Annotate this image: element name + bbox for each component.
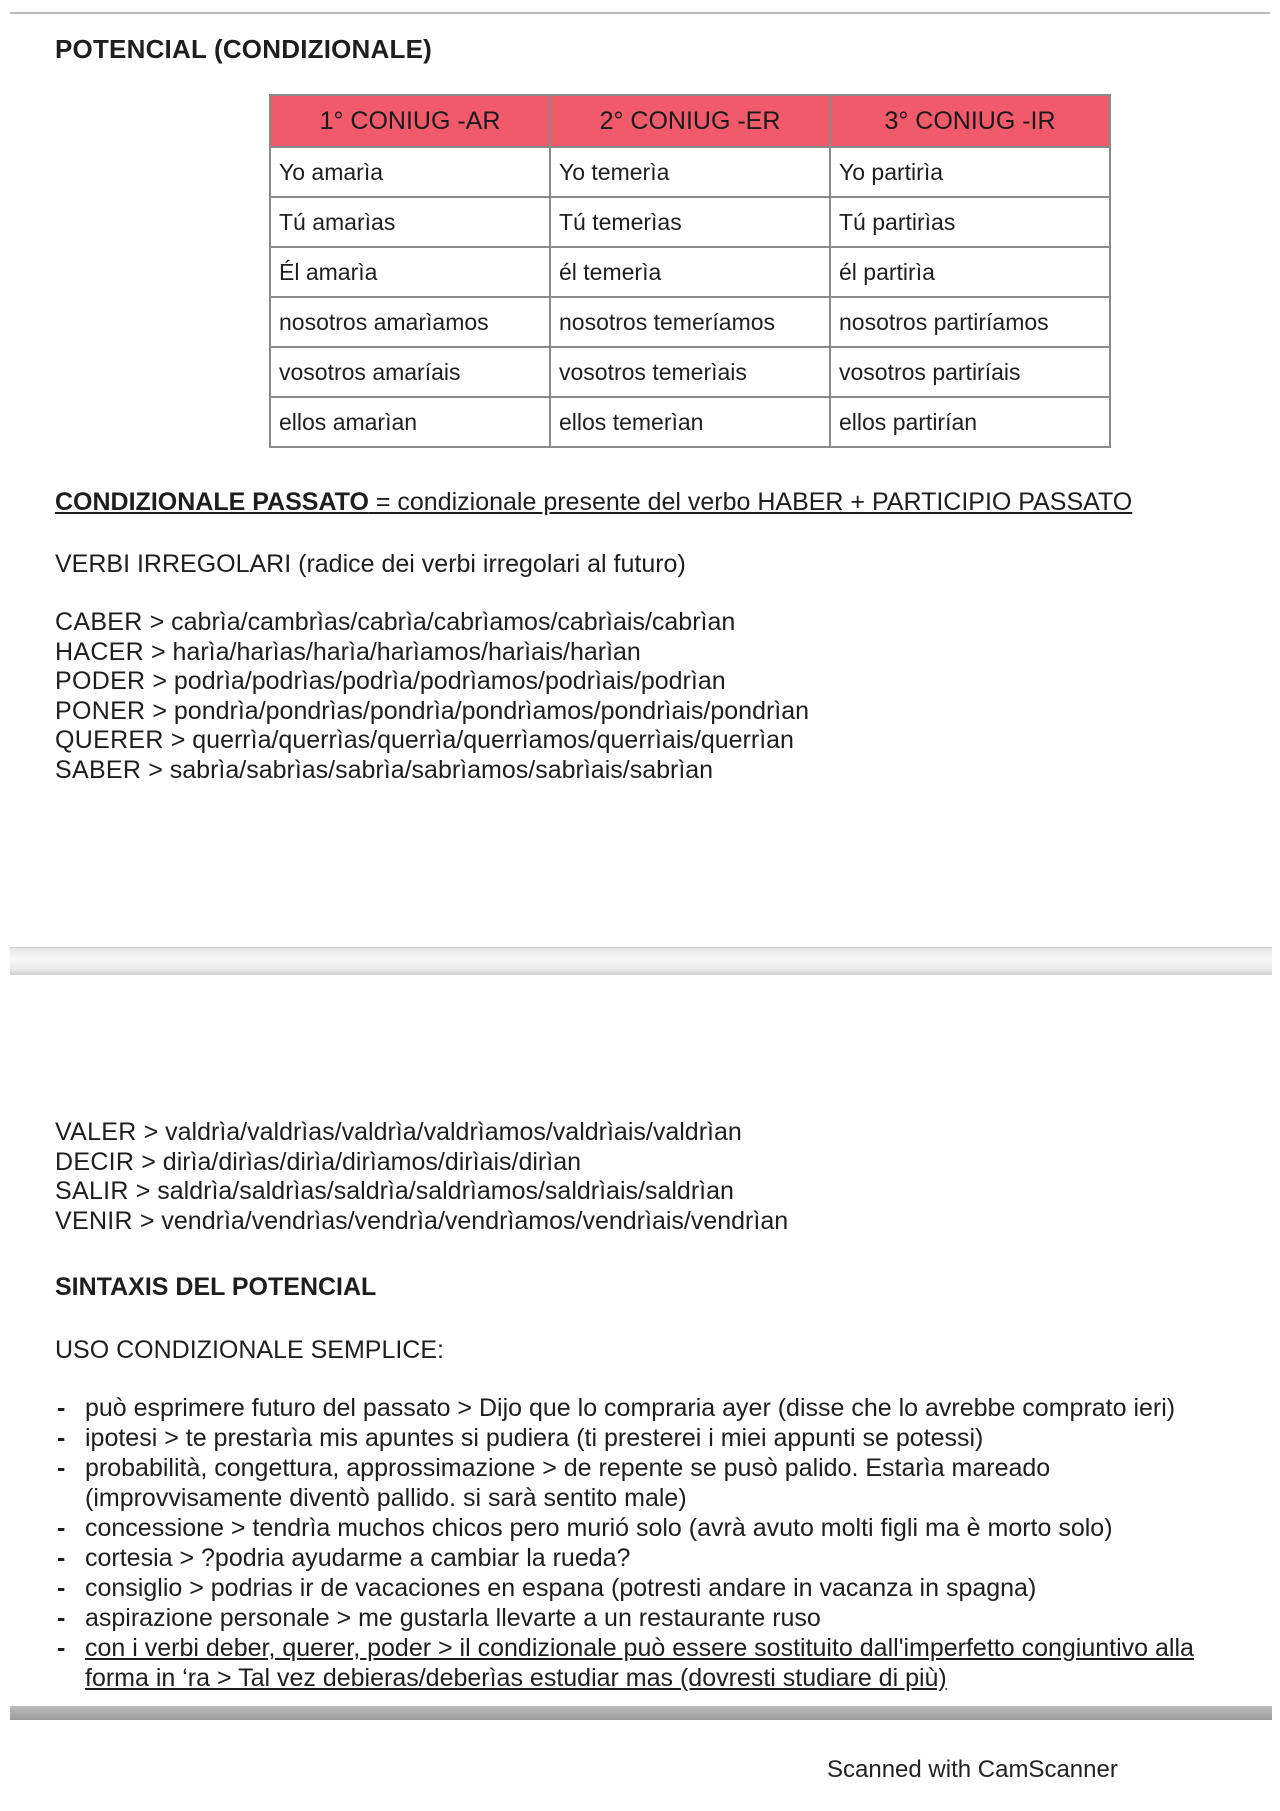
- verb-infinitive: DECIR: [55, 1147, 135, 1176]
- verb-forms: saldrìa/saldrìas/saldrìa/saldrìamos/saldrìais/saldrìan: [157, 1177, 734, 1206]
- table-cell: Tú partirìas: [830, 197, 1110, 247]
- page-title: POTENCIAL (CONDIZIONALE): [55, 34, 432, 64]
- sintaxis-heading: SINTAXIS DEL POTENCIAL: [55, 1273, 377, 1301]
- irregular-verbs-list-continued: [55, 1118, 788, 1236]
- usage-item: [55, 1543, 1250, 1573]
- table-cell: nosotros partiríamos: [830, 297, 1110, 347]
- verb-infinitive: HACER: [55, 637, 145, 666]
- passato-text: = condizionale presente del verbo HABER + PARTICIPIO PASSATO: [368, 488, 1133, 516]
- verb-infinitive: QUERER: [55, 726, 164, 755]
- table-cell: nosotros temeríamos: [550, 297, 830, 347]
- table-cell: ellos amarìan: [270, 397, 550, 447]
- verb-forms: sabrìa/sabrìas/sabrìa/sabrìamos/sabrìais/sabrìan: [169, 755, 714, 784]
- bullet-dash: -: [57, 1394, 66, 1422]
- bullet-dash: -: [57, 1574, 66, 1602]
- table-cell: nosotros amarìamos: [270, 297, 550, 347]
- verb-item: [55, 638, 809, 668]
- usage-text: ipotesi > te prestarìa mis apuntes si pudiera (ti presterei i miei appunti se potessi): [85, 1424, 984, 1452]
- scan-edge-bottom: [10, 1706, 1272, 1720]
- usage-text: consiglio > podrias ir de vacaciones en espana (potresti andare in vacanza in spagna): [85, 1574, 1037, 1602]
- table-row: [270, 247, 1110, 297]
- verb-forms: harìa/harìas/harìa/harìamos/harìais/harìan: [172, 637, 641, 666]
- usage-text: concessione > tendrìa muchos chicos pero murió solo (avrà avuto molti figli ma è morto solo): [85, 1514, 1113, 1542]
- verb-item: [55, 1177, 788, 1207]
- bullet-dash: -: [57, 1454, 66, 1482]
- header-er: 2° CONIUG -ER: [550, 95, 830, 147]
- bullet-dash: -: [57, 1544, 66, 1572]
- table-cell: Él amarìa: [270, 247, 550, 297]
- verb-forms: querrìa/querrìas/querrìa/querrìamos/querrìais/querrìan: [192, 726, 794, 755]
- usage-item: [55, 1453, 1250, 1513]
- verb-forms: valdrìa/valdrìas/valdrìa/valdrìamos/valdrìais/valdrìan: [165, 1118, 742, 1146]
- verb-infinitive: VALER: [55, 1118, 137, 1146]
- verb-infinitive: PONER: [55, 696, 146, 725]
- table-cell: Yo partirìa: [830, 147, 1110, 197]
- table-cell: ellos temerìan: [550, 397, 830, 447]
- table-row: [270, 297, 1110, 347]
- usage-item: [55, 1603, 1250, 1633]
- verb-item: [55, 1207, 788, 1237]
- table-cell: él partirìa: [830, 247, 1110, 297]
- usage-item: [55, 1573, 1250, 1603]
- header-ar: 1° CONIUG -AR: [270, 95, 550, 147]
- verb-forms: podrìa/podrìas/podrìa/podrìamos/podrìais/podrìan: [173, 667, 726, 696]
- usage-item: [55, 1393, 1250, 1423]
- uso-heading: USO CONDIZIONALE SEMPLICE:: [55, 1336, 444, 1364]
- verb-item: [55, 608, 809, 638]
- bullet-dash: -: [57, 1634, 66, 1662]
- verb-separator: >: [136, 1118, 166, 1146]
- verb-forms: pondrìa/pondrìas/pondrìa/pondrìamos/pondrìais/pondrìan: [173, 696, 810, 725]
- verb-separator: >: [163, 726, 193, 755]
- scan-edge-top: [10, 12, 1270, 14]
- verb-infinitive: SALIR: [55, 1177, 129, 1206]
- usage-text: con i verbi deber, querer, poder > il condizionale può essere sostituito dall'imperfetto congiuntivo alla forma in ‘ra > Tal vez debieras/deberìas estudiar mas (dovresti studiare di più): [85, 1634, 1194, 1692]
- camscanner-watermark: Scanned with CamScanner: [827, 1756, 1118, 1783]
- verb-infinitive: VENIR: [55, 1206, 133, 1235]
- bullet-dash: -: [57, 1604, 66, 1632]
- irregular-verbs-list: [55, 608, 809, 786]
- verb-item: [55, 756, 809, 786]
- verb-item: [55, 1148, 788, 1178]
- verb-infinitive: SABER: [55, 755, 142, 784]
- table-cell: él temerìa: [550, 247, 830, 297]
- verb-separator: >: [142, 608, 172, 636]
- table-cell: Tú amarìas: [270, 197, 550, 247]
- verb-item: [55, 667, 809, 697]
- verb-separator: >: [144, 637, 173, 666]
- table-cell: Yo temerìa: [550, 147, 830, 197]
- conjugation-table: [269, 94, 1111, 448]
- table-row: [270, 197, 1110, 247]
- table-row: [270, 347, 1110, 397]
- verb-item: [55, 1118, 788, 1148]
- header-ir: 3° CONIUG -IR: [830, 95, 1110, 147]
- condizionale-passato-rule: [55, 488, 1245, 517]
- verb-infinitive: PODER: [55, 667, 146, 696]
- usage-text: probabilità, congettura, approssimazione > de repente se pusò palido. Estarìa mareado (improvvisamente diventò pallido. si sarà sentito male): [85, 1454, 1051, 1512]
- verb-item: [55, 697, 809, 727]
- table-cell: vosotros temerìais: [550, 347, 830, 397]
- bullet-dash: -: [57, 1514, 66, 1542]
- verb-forms: dirìa/dirìas/dirìa/dirìamos/dirìais/dirìan: [162, 1147, 582, 1176]
- table-row: [270, 147, 1110, 197]
- usage-item: [55, 1513, 1250, 1543]
- table-row: [270, 397, 1110, 447]
- table-cell: vosotros amaríais: [270, 347, 550, 397]
- table-cell: Yo amarìa: [270, 147, 550, 197]
- usage-item: [55, 1633, 1250, 1693]
- verb-infinitive: CABER: [55, 608, 143, 636]
- usage-text: cortesia > ?podria ayudarme a cambiar la rueda?: [85, 1544, 631, 1572]
- passato-label: CONDIZIONALE PASSATO: [55, 488, 369, 516]
- table-header-row: [270, 95, 1110, 147]
- verb-separator: >: [145, 696, 174, 725]
- verb-forms: vendrìa/vendrìas/vendrìa/vendrìamos/vendrìais/vendrìan: [161, 1206, 789, 1235]
- page-break-divider: [10, 947, 1272, 975]
- verb-separator: >: [134, 1147, 163, 1176]
- usage-text: può esprimere futuro del passato > Dijo que lo compraria ayer (disse che lo avrebbe comprato ieri): [85, 1394, 1176, 1422]
- table-cell: vosotros partiríais: [830, 347, 1110, 397]
- verb-separator: >: [141, 755, 170, 784]
- usage-list: [55, 1393, 1250, 1693]
- table-cell: Tú temerìas: [550, 197, 830, 247]
- verb-separator: >: [132, 1206, 162, 1235]
- verb-forms: cabrìa/cambrìas/cabrìa/cabrìamos/cabrìais/cabrìan: [171, 608, 736, 636]
- verb-separator: >: [145, 667, 174, 696]
- usage-item: [55, 1423, 1250, 1453]
- bullet-dash: -: [57, 1424, 66, 1452]
- irregular-verbs-heading: VERBI IRREGOLARI (radice dei verbi irregolari al futuro): [55, 550, 686, 578]
- verb-item: [55, 726, 809, 756]
- usage-text: aspirazione personale > me gustarla llevarte a un restaurante ruso: [85, 1604, 821, 1632]
- table-cell: ellos partirían: [830, 397, 1110, 447]
- verb-separator: >: [128, 1177, 158, 1206]
